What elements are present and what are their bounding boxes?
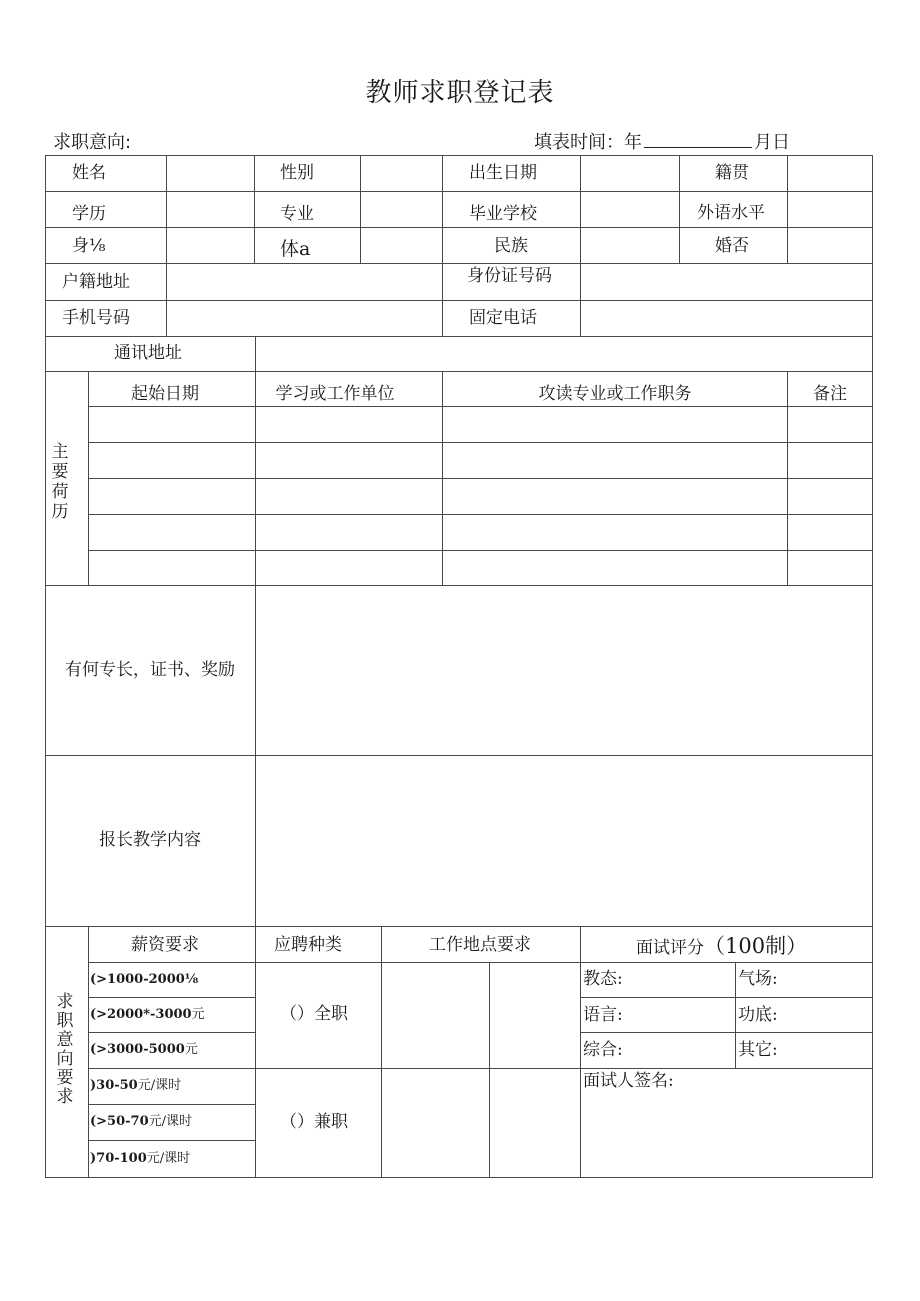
- salary-option-text: )70-100: [90, 1151, 147, 1166]
- rule: [88, 997, 255, 998]
- job-intent-side-label: [55, 993, 75, 1107]
- fulltime-option[interactable]: （）全职: [280, 1004, 348, 1024]
- salary-option-text: )30-50: [90, 1078, 138, 1093]
- resume-col-position: 攻读专业或工作职务: [538, 384, 692, 404]
- score-header-scale: （100制）: [704, 934, 808, 958]
- rule: [735, 962, 736, 1068]
- resume-col-unit: 学习或工作单位: [275, 384, 395, 404]
- job-side-char: 求: [56, 1087, 74, 1107]
- fill-time: [534, 128, 790, 154]
- salary-option[interactable]: [90, 1115, 192, 1128]
- rule: [166, 155, 167, 336]
- rule: [255, 336, 256, 371]
- rule: [88, 1104, 255, 1105]
- salary-option-unit: 元/课时: [146, 1151, 191, 1166]
- rule: [88, 1032, 255, 1033]
- salary-option-unit: 元: [191, 1007, 205, 1022]
- rule: [679, 155, 680, 263]
- salary-option-unit: 元: [184, 1042, 198, 1057]
- salary-option[interactable]: [90, 1043, 198, 1056]
- ethnicity-label: 民族: [494, 236, 528, 256]
- rule: [255, 926, 256, 1177]
- rule: [255, 585, 256, 926]
- name-label: 姓名: [72, 163, 106, 183]
- rule: [88, 1068, 873, 1069]
- rule: [254, 155, 255, 263]
- mailing-address-label: 通讯地址: [114, 343, 182, 363]
- score-header-label: 面试评分: [636, 938, 704, 958]
- skills-label: 有何专长，证书、奖励: [65, 660, 235, 680]
- score-language-label: 语言:: [583, 1005, 623, 1025]
- rule: [45, 585, 873, 586]
- salary-option[interactable]: [90, 1152, 190, 1165]
- salary-option-unit: 元/课时: [148, 1114, 193, 1129]
- resume-side-char: 历: [51, 502, 69, 522]
- rule: [88, 406, 873, 407]
- height-label: 身⅛: [72, 236, 106, 256]
- salary-header: 薪资要求: [131, 935, 199, 955]
- salary-option-text: (>1000-2000⅛: [90, 972, 199, 987]
- rule: [255, 371, 256, 585]
- rule: [45, 755, 873, 756]
- form-title: 教师求职登记表: [365, 78, 555, 108]
- rule: [360, 155, 361, 263]
- rule: [580, 1032, 873, 1033]
- score-presence-label: 气场:: [738, 969, 778, 989]
- salary-option[interactable]: [90, 1079, 181, 1092]
- graduate-school-label: 毕业学校: [469, 204, 537, 224]
- rule: [45, 300, 873, 301]
- score-header: [636, 936, 807, 957]
- score-manner-label: 教态:: [583, 969, 623, 989]
- rule: [381, 926, 382, 1177]
- resume-side-char: 荷: [51, 482, 69, 502]
- rule: [45, 155, 46, 1178]
- gender-label: 性别: [280, 163, 314, 183]
- job-type-header: 应聘种类: [274, 935, 342, 955]
- rule: [45, 227, 873, 228]
- rule: [489, 962, 490, 1177]
- rule: [580, 997, 873, 998]
- rule: [442, 155, 443, 336]
- parttime-option[interactable]: （）兼职: [280, 1112, 348, 1132]
- resume-side-char: 主: [51, 442, 69, 462]
- job-side-char: 向: [56, 1049, 74, 1069]
- rule: [45, 155, 873, 156]
- rule: [88, 442, 873, 443]
- rule: [88, 550, 873, 551]
- resume-col-notes: 备注: [813, 384, 847, 404]
- education-label: 学历: [72, 204, 106, 224]
- salary-option-text: (>50-70: [90, 1114, 149, 1129]
- job-side-char: 求: [56, 992, 74, 1012]
- rule: [787, 371, 788, 585]
- rule: [88, 478, 873, 479]
- weight-label: 体a: [280, 238, 311, 260]
- rule: [45, 371, 873, 372]
- rule: [872, 155, 873, 1178]
- month-day-label: 月日: [754, 132, 790, 153]
- major-label: 专业: [280, 204, 314, 224]
- job-side-char: 要: [56, 1068, 74, 1088]
- salary-option-text: (>3000-5000: [90, 1042, 185, 1057]
- native-place-label: 籍贯: [715, 163, 749, 183]
- salary-option-unit: 元/课时: [137, 1078, 182, 1093]
- rule: [442, 371, 443, 585]
- resume-side-char: 要: [51, 462, 69, 482]
- rule: [787, 155, 788, 263]
- rule: [580, 926, 581, 1177]
- score-skill-label: 功底:: [738, 1005, 778, 1025]
- rule: [580, 155, 581, 336]
- id-number-label: 身份证号码: [467, 266, 552, 286]
- rule: [88, 514, 873, 515]
- rule: [88, 1140, 255, 1141]
- mobile-label: 手机号码: [62, 308, 130, 328]
- score-overall-label: 综合:: [583, 1040, 623, 1060]
- landline-label: 固定电话: [469, 308, 537, 328]
- interviewer-signature-label: 面试人签名:: [583, 1071, 674, 1091]
- rule: [88, 962, 873, 963]
- birth-date-label: 出生日期: [469, 163, 537, 183]
- job-intent-label: 求职意向:: [53, 132, 132, 153]
- year-blank[interactable]: [644, 133, 752, 148]
- rule: [45, 336, 873, 337]
- resume-col-start-date: 起始日期: [131, 384, 199, 404]
- rule: [88, 371, 89, 585]
- rule: [45, 1177, 873, 1178]
- rule: [45, 926, 873, 927]
- rule: [45, 263, 873, 264]
- marital-label: 婚否: [715, 236, 749, 256]
- foreign-language-label: 外语水平: [697, 203, 765, 223]
- score-other-label: 其它:: [738, 1040, 778, 1060]
- rule: [45, 191, 873, 192]
- salary-option[interactable]: [90, 973, 198, 986]
- teaching-content-label: 报长教学内容: [99, 830, 201, 850]
- household-address-label: 户籍地址: [62, 272, 130, 292]
- resume-side-label: [50, 442, 70, 522]
- salary-option-text: (>2000*-3000: [90, 1007, 192, 1022]
- salary-option[interactable]: [90, 1008, 205, 1021]
- location-header: 工作地点要求: [429, 935, 531, 955]
- job-side-char: 意: [56, 1030, 74, 1050]
- job-side-char: 职: [56, 1011, 74, 1031]
- fill-time-label: 填表时间：年: [534, 132, 642, 153]
